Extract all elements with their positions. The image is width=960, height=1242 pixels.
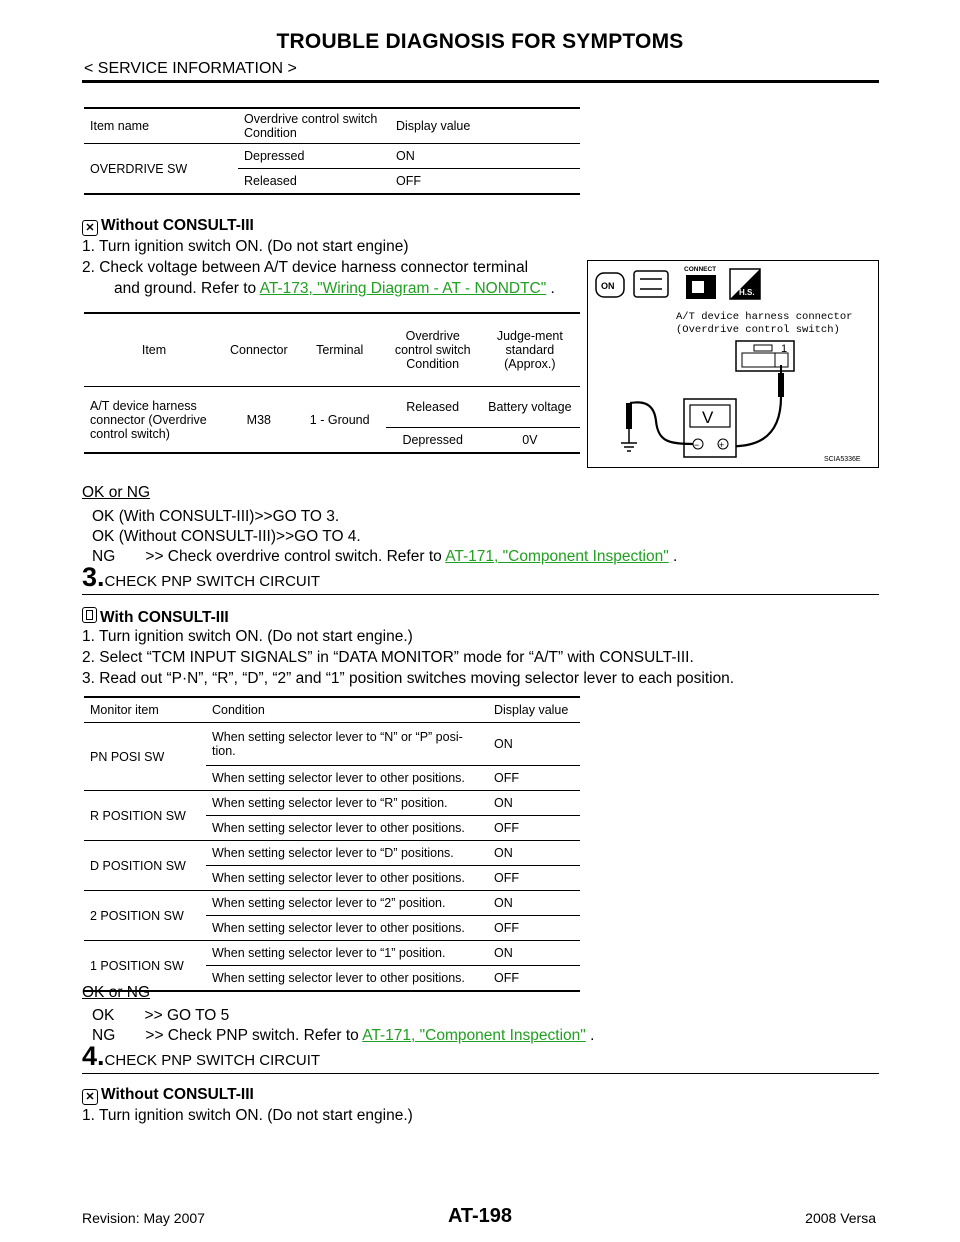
table-cell: Depressed <box>238 144 390 169</box>
table-cell: M38 <box>224 387 294 454</box>
svg-text:+: + <box>719 440 725 450</box>
table-header: Item <box>84 313 224 387</box>
table-cell: ON <box>488 941 580 966</box>
instruction-step: 1. Turn ignition switch ON. (Do not start engine.) <box>82 628 413 645</box>
pin-number: 1 <box>781 343 788 355</box>
no-consult-icon: ✕ <box>82 220 98 236</box>
with-consult-heading: With CONSULT-III <box>82 607 229 627</box>
table-row <box>84 941 580 966</box>
table-cell: When setting selector lever to other positions. <box>206 766 488 791</box>
table-cell: R POSITION SW <box>84 791 206 841</box>
table-cell: ON <box>488 723 580 766</box>
ok-ng-heading: OK or NG <box>82 984 151 1001</box>
table-cell: OFF <box>488 866 580 891</box>
component-inspection-link[interactable]: AT-171, "Component Inspection" <box>445 548 669 565</box>
table-cell: Battery voltage <box>480 387 580 428</box>
instruction-step-continued: and ground. Refer to AT-173, "Wiring Diagram - AT - NONDTC" . <box>114 280 555 297</box>
table-header: Display value <box>488 697 580 723</box>
component-inspection-link[interactable]: AT-171, "Component Inspection" <box>362 1027 586 1044</box>
table-cell: 0V <box>480 428 580 454</box>
svg-text:ON: ON <box>601 281 615 291</box>
voltage-check-table <box>84 312 580 454</box>
consult-icon <box>82 607 97 623</box>
step-3-heading: 3.CHECK PNP SWITCH CIRCUIT <box>82 562 321 592</box>
instruction-step: 2. Check voltage between A/T device harness connector terminal <box>82 259 529 276</box>
table-cell: Released <box>238 169 390 195</box>
header-rule <box>82 80 879 83</box>
voltmeter-icon <box>684 399 736 457</box>
table-cell: OFF <box>488 816 580 841</box>
ignition-key-icon <box>596 273 624 297</box>
result-line: NG >> Check overdrive control switch. Refer to AT-171, "Component Inspection" . <box>92 548 678 565</box>
section-breadcrumb: < SERVICE INFORMATION > <box>84 60 297 77</box>
svg-text:H.S.: H.S. <box>739 288 755 297</box>
instruction-step: 1. Turn ignition switch ON. (Do not start engine) <box>82 238 409 255</box>
table-row <box>84 791 580 816</box>
table-header: Connector <box>224 313 294 387</box>
connector-disconnect-icon <box>634 271 668 297</box>
table-row <box>84 723 580 766</box>
table-cell: Depressed <box>386 428 480 454</box>
page-title: TROUBLE DIAGNOSIS FOR SYMPTOMS <box>276 30 684 53</box>
table-cell: ON <box>488 841 580 866</box>
table-cell: When setting selector lever to “1” position. <box>206 941 488 966</box>
table-cell: When setting selector lever to other positions. <box>206 866 488 891</box>
harness-side-icon <box>730 269 760 299</box>
result-line: OK >> GO TO 5 <box>92 1007 230 1024</box>
table-cell: When setting selector lever to “2” position. <box>206 891 488 916</box>
table-cell: When setting selector lever to “N” or “P” posi-tion. <box>206 723 488 766</box>
table-cell: 1 - Ground <box>294 387 386 454</box>
result-line: NG >> Check PNP switch. Refer to AT-171, "Component Inspection" . <box>92 1027 595 1044</box>
instruction-step: 2. Select “TCM INPUT SIGNALS” in “DATA MONITOR” mode for “A/T” with CONSULT-III. <box>82 649 694 666</box>
table-header: Terminal <box>294 313 386 387</box>
table-cell: ON <box>488 891 580 916</box>
svg-text:−: − <box>694 440 700 450</box>
no-consult-icon: ✕ <box>82 1089 98 1105</box>
table-cell: 1 POSITION SW <box>84 941 206 992</box>
table-cell: OFF <box>488 966 580 992</box>
table-cell: OFF <box>488 916 580 941</box>
table-cell: When setting selector lever to other positions. <box>206 916 488 941</box>
instruction-step: 3. Read out “P·N”, “R”, “D”, “2” and “1” position switches moving selector lever to each position. <box>82 670 735 687</box>
table-cell: When setting selector lever to “R” position. <box>206 791 488 816</box>
figure-code: SCIA5336E <box>824 456 861 463</box>
ok-ng-heading: OK or NG <box>82 484 151 501</box>
table-cell: OFF <box>390 169 580 195</box>
diagram-caption: A/T device harness connector <box>676 311 853 323</box>
wiring-diagram-link[interactable]: AT-173, "Wiring Diagram - AT - NONDTC" <box>259 280 547 297</box>
without-consult-heading: ✕ Without CONSULT-III <box>82 1086 254 1105</box>
table-row <box>84 841 580 866</box>
table-cell: OFF <box>488 766 580 791</box>
result-line: OK (Without CONSULT-III)>>GO TO 4. <box>92 528 361 545</box>
table-header: Item name <box>84 108 238 144</box>
table-cell: OVERDRIVE SW <box>84 144 238 195</box>
table-cell: ON <box>488 791 580 816</box>
revision-date: Revision: May 2007 <box>82 1210 205 1226</box>
table-cell: When setting selector lever to “D” positions. <box>206 841 488 866</box>
page-number: AT-198 <box>447 1205 513 1227</box>
svg-text:CONNECT: CONNECT <box>684 266 717 273</box>
diagram-caption: (Overdrive control switch) <box>676 324 840 336</box>
result-line: OK (With CONSULT-III)>>GO TO 3. <box>92 508 340 525</box>
overdrive-sw-table <box>84 107 580 195</box>
table-cell: A/T device harness connector (Overdrive control switch) <box>84 387 224 454</box>
table-cell: Released <box>386 387 480 428</box>
table-header: Monitor item <box>84 697 206 723</box>
table-cell: PN POSI SW <box>84 723 206 791</box>
connect-icon <box>684 266 716 299</box>
table-cell: When setting selector lever to other positions. <box>206 966 488 992</box>
table-cell: 2 POSITION SW <box>84 891 206 941</box>
table-header: Judge-ment standard (Approx.) <box>480 313 580 387</box>
connector-voltage-diagram <box>587 260 879 468</box>
step-4-heading: 4.CHECK PNP SWITCH CIRCUIT <box>82 1041 321 1071</box>
svg-text:V: V <box>702 408 714 427</box>
step-divider <box>82 594 879 595</box>
table-header: Display value <box>390 108 580 144</box>
ground-icon <box>621 443 637 451</box>
table-cell: When setting selector lever to other positions. <box>206 816 488 841</box>
table-header: Overdrive control switch Condition <box>386 313 480 387</box>
table-cell: D POSITION SW <box>84 841 206 891</box>
diagram-svg <box>588 261 878 467</box>
instruction-step: 1. Turn ignition switch ON. (Do not start engine.) <box>82 1107 413 1124</box>
table-header: Overdrive control switch Condition <box>238 108 390 144</box>
table-row <box>84 891 580 916</box>
vehicle-model: 2008 Versa <box>805 1210 876 1226</box>
table-header: Condition <box>206 697 488 723</box>
monitor-item-table <box>84 696 580 992</box>
without-consult-heading: ✕ Without CONSULT-III <box>82 217 254 236</box>
step-divider <box>82 1073 879 1074</box>
table-cell: ON <box>390 144 580 169</box>
